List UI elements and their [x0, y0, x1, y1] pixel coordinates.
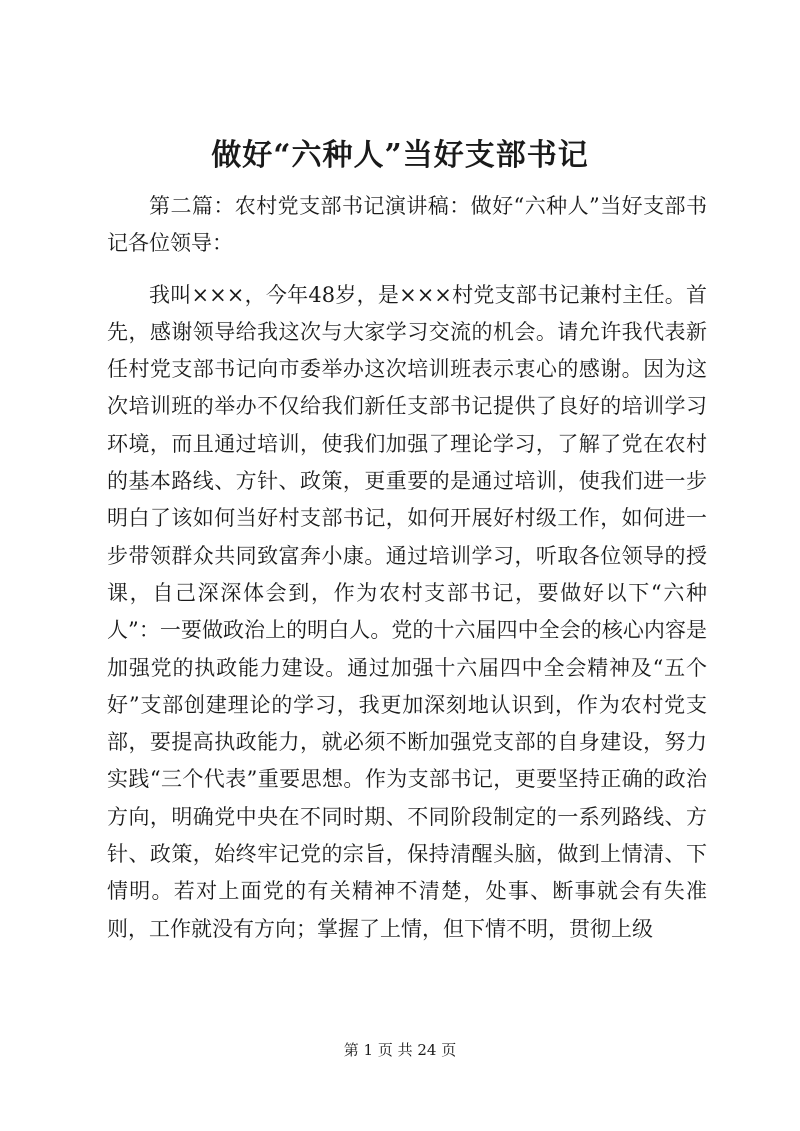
document-title: 做好“六种人”当好支部书记: [211, 138, 589, 173]
paragraph-intro: 第二篇：农村党支部书记演讲稿：做好“六种人”当好支部书记各位领导：: [107, 194, 707, 256]
document-body: [107, 188, 707, 948]
page-footer: 第 1 页 共 24 页: [343, 1041, 457, 1059]
paragraph-main: 我叫×××，今年48岁，是×××村党支部书记兼村主任。首先，感谢领导给我这次与大家学习交流的机会。请允许我代表新任村党支部书记向市委举办这次培训班表示衷心的感谢。因为这次培训班的举办不仅给我们新任支部书记提供了良好的培训学习环境，而且通过培训，使我们加强了理论学习，了解了党在农村的基本路线、方针、政策，更重要的是通过培训，使我们进一步明白了该如何当好村支部书记，如何开展好村级工作，如何进一步带领群众共同致富奔小康。通过培训学习，听取各位领导的授课，自己深深体会到，作为农村支部书记，要做好以下“六种人”：一要做政治上的明白人。党的十六届四中全会的核心内容是加强党的执政能力建设。通过加强十六届四中全会精神及“五个好”支部创建理论的学习，我更加深刻地认识到，作为农村党支部，要提高执政能力，就必须不断加强党支部的自身建设，努力实践“三个代表”重要思想。作为支部书记，更要坚持正确的政治方向，明确党中央在不同时期、不同阶段制定的一系列路线、方针、政策，始终牢记党的宗旨，保持清醒头脑，做到上情清、下情明。若对上面党的有关精神不清楚，处事、断事就会有失准则，工作就没有方向；掌握了上情，但下情不明，贯彻上级: [107, 282, 707, 941]
